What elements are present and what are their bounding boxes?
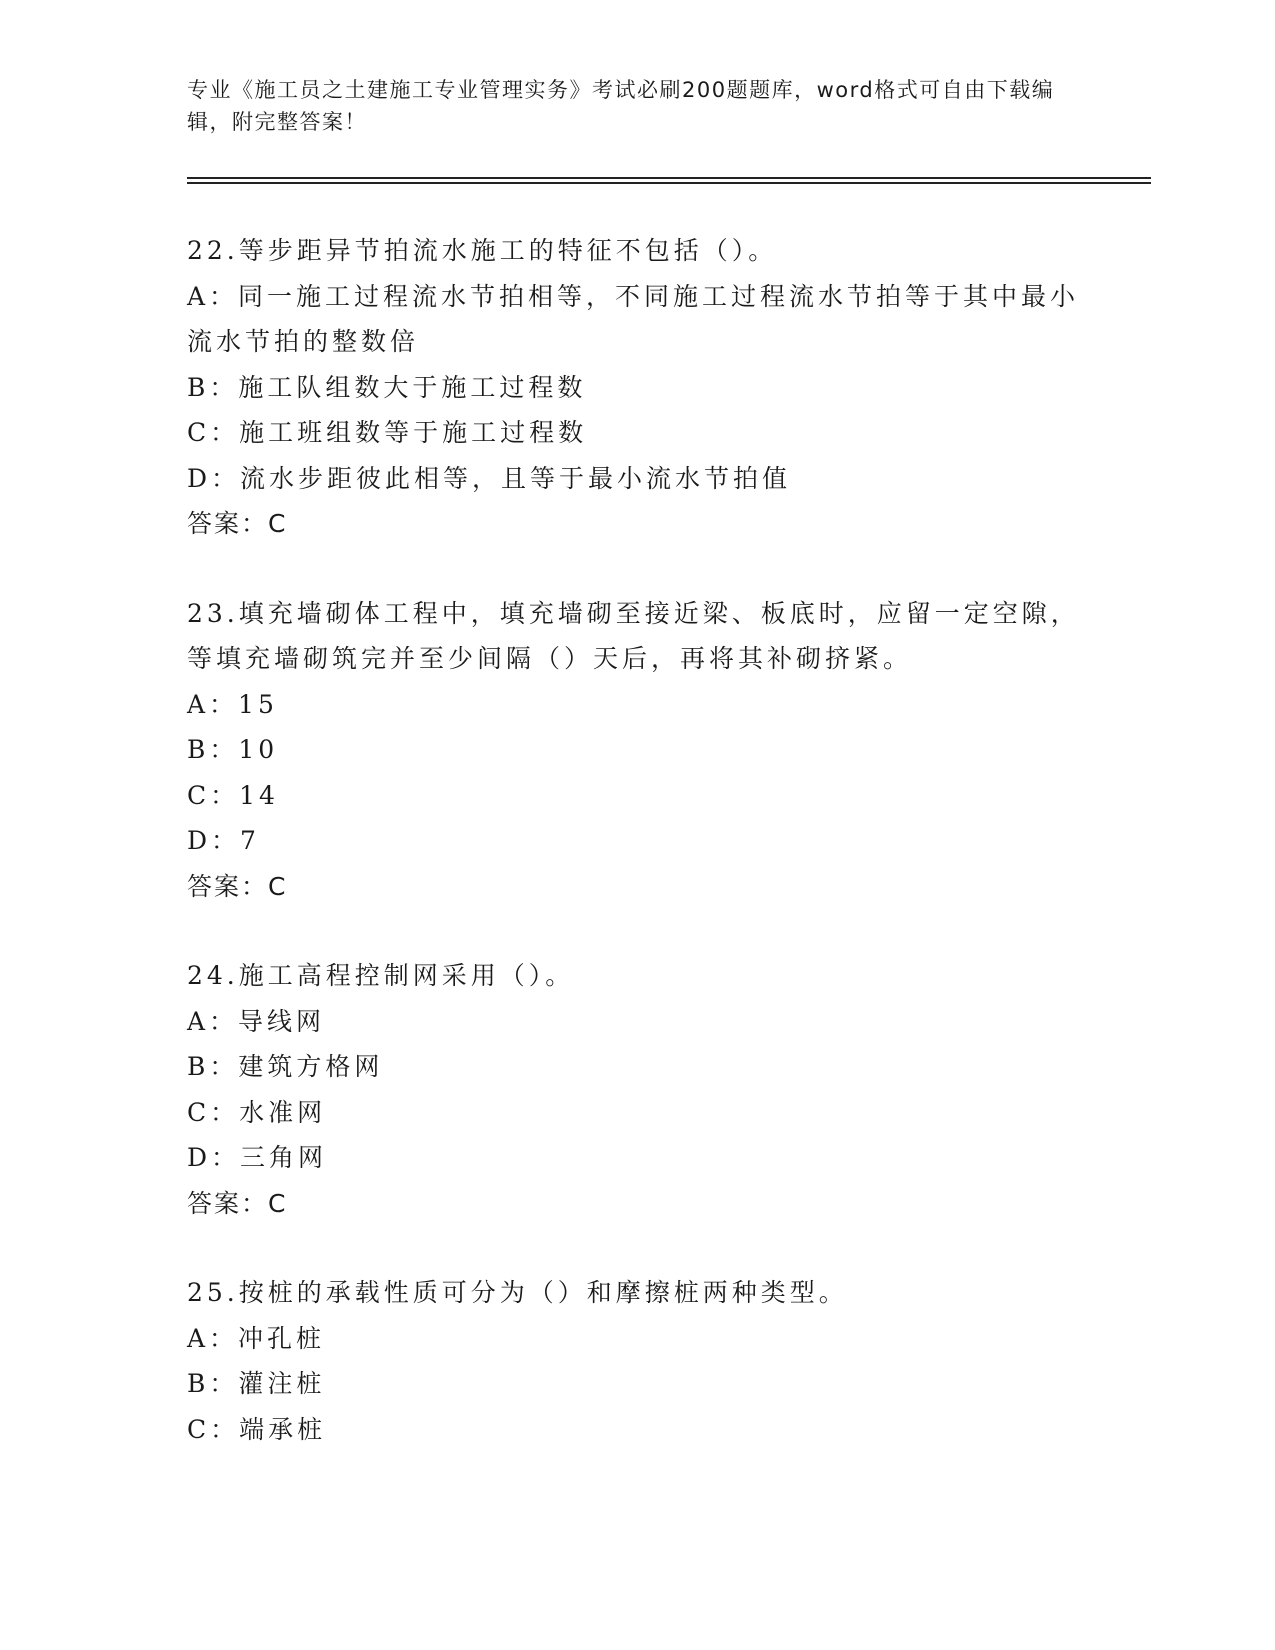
question-22 bbox=[187, 228, 1087, 547]
document-header: 专业《施工员之土建施工专业管理实务》考试必刷200题题库，word格式可自由下载编辑，附完整答案！ bbox=[187, 78, 1055, 134]
question-stem: 24.施工高程控制网采用（）。 bbox=[187, 961, 575, 990]
question-24 bbox=[187, 953, 1087, 1226]
option-b: B：建筑方格网 bbox=[187, 1052, 384, 1081]
option-d: D：流水步距彼此相等，且等于最小流水节拍值 bbox=[187, 463, 792, 493]
answer-line: 答案：C bbox=[187, 871, 288, 901]
question-stem: 25.按桩的承载性质可分为（）和摩擦桩两种类型。 bbox=[187, 1278, 848, 1307]
option-a: A：冲孔桩 bbox=[187, 1323, 326, 1353]
option-c: C：施工班组数等于施工过程数 bbox=[187, 418, 588, 447]
option-c: C：端承桩 bbox=[187, 1414, 327, 1444]
question-list bbox=[187, 228, 1087, 1496]
option-c: C：水准网 bbox=[187, 1097, 327, 1127]
header-divider-bottom bbox=[187, 182, 1151, 184]
option-c: C：14 bbox=[187, 780, 279, 810]
answer-line: 答案：C bbox=[187, 1188, 288, 1218]
question-25 bbox=[187, 1270, 1087, 1452]
option-b: B：施工队组数大于施工过程数 bbox=[187, 372, 587, 402]
option-a: A：同一施工过程流水节拍相等，不同施工过程流水节拍等于其中最小流水节拍的整数倍 bbox=[187, 281, 1080, 356]
question-23 bbox=[187, 591, 1087, 910]
option-a: A：15 bbox=[187, 689, 278, 719]
answer-line: 答案：C bbox=[187, 509, 288, 538]
option-d: D：7 bbox=[187, 826, 260, 855]
option-b: B：灌注桩 bbox=[187, 1369, 326, 1398]
question-stem: 22.等步距异节拍流水施工的特征不包括（）。 bbox=[187, 236, 778, 265]
option-b: B：10 bbox=[187, 735, 279, 764]
question-stem: 23.填充墙砌体工程中，填充墙砌至接近梁、板底时，应留一定空隙，等填充墙砌筑完并至少间隔（）天后，再将其补砌挤紧。 bbox=[187, 598, 1080, 673]
option-d: D：三角网 bbox=[187, 1143, 328, 1172]
option-a: A：导线网 bbox=[187, 1006, 326, 1036]
header-divider-top bbox=[187, 177, 1151, 179]
